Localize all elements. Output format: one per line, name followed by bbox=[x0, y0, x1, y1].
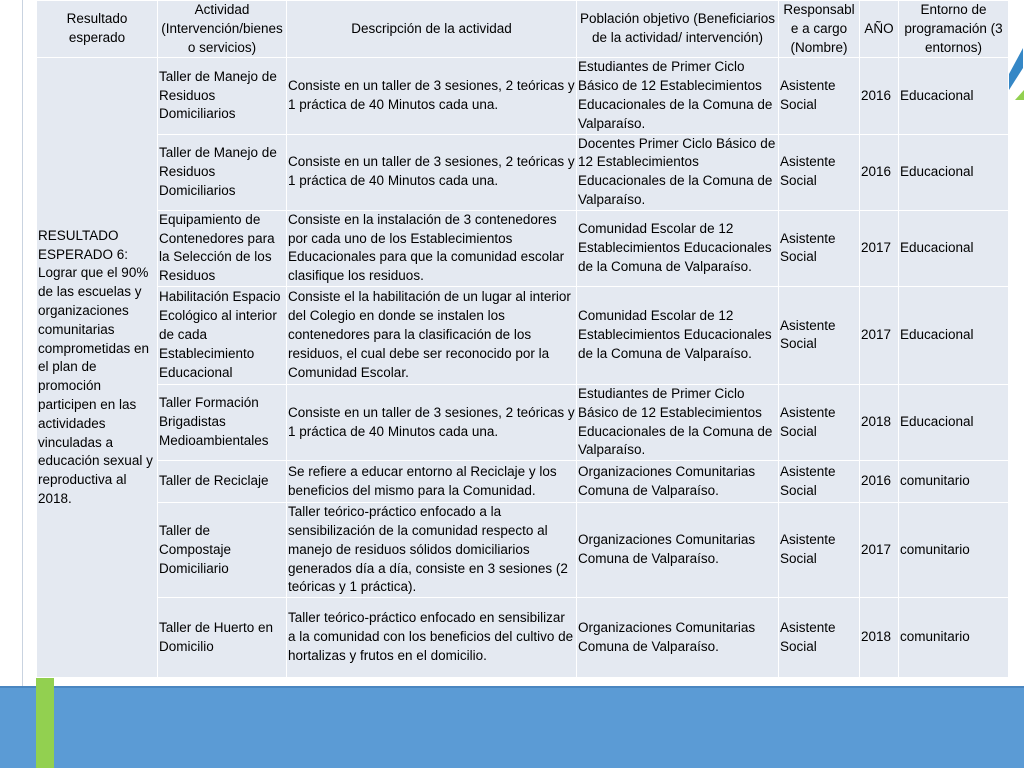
table-row bbox=[37, 134, 1009, 210]
year-cell: 2018 bbox=[860, 598, 899, 678]
responsible-cell: Asistente Social bbox=[779, 384, 860, 460]
population-cell: Estudiantes de Primer Ciclo Básico de 12 Establecimientos Educacionales de la Comuna de Valparaíso. bbox=[577, 384, 779, 460]
year-cell: 2017 bbox=[860, 286, 899, 384]
environment-cell: Educacional bbox=[899, 58, 1009, 134]
year-cell: 2018 bbox=[860, 384, 899, 460]
activity-cell: Taller de Huerto en Domicilio bbox=[158, 598, 287, 678]
green-accent-bar bbox=[36, 678, 54, 768]
environment-cell: Educacional bbox=[899, 134, 1009, 210]
table-row bbox=[37, 461, 1009, 503]
responsible-cell: Asistente Social bbox=[779, 58, 860, 134]
slide-left-rule bbox=[22, 0, 23, 768]
responsible-cell: Asistente Social bbox=[779, 210, 860, 286]
header-descripcion: Descripción de la actividad bbox=[287, 1, 577, 58]
environment-cell: Educacional bbox=[899, 286, 1009, 384]
activity-cell: Taller de Compostaje Domiciliario bbox=[158, 503, 287, 598]
year-cell: 2017 bbox=[860, 210, 899, 286]
year-cell: 2017 bbox=[860, 503, 899, 598]
footer-band bbox=[0, 686, 1024, 768]
header-entorno: Entorno de programación (3 entornos) bbox=[899, 1, 1009, 58]
header-resultado-esperado: Resultado esperado bbox=[37, 1, 158, 58]
responsible-cell: Asistente Social bbox=[779, 503, 860, 598]
year-cell: 2016 bbox=[860, 461, 899, 503]
population-cell: Comunidad Escolar de 12 Establecimientos Educacionales de la Comuna de Valparaíso. bbox=[577, 286, 779, 384]
footer-top-line bbox=[0, 686, 1024, 688]
header-actividad: Actividad (Intervención/bienes o servicios) bbox=[158, 1, 287, 58]
year-cell: 2016 bbox=[860, 134, 899, 210]
year-cell: 2016 bbox=[860, 58, 899, 134]
activity-cell: Taller de Manejo de Residuos Domiciliarios bbox=[158, 134, 287, 210]
table-row bbox=[37, 210, 1009, 286]
environment-cell: comunitario bbox=[899, 503, 1009, 598]
population-cell: Organizaciones Comunitarias Comuna de Valparaíso. bbox=[577, 598, 779, 678]
header-responsable: Responsable a cargo (Nombre) bbox=[779, 1, 860, 58]
population-cell: Comunidad Escolar de 12 Establecimientos Educacionales de la Comuna de Valparaíso. bbox=[577, 210, 779, 286]
table-header-row bbox=[37, 1, 1009, 58]
activity-cell: Taller Formación Brigadistas Medioambientales bbox=[158, 384, 287, 460]
table-row bbox=[37, 58, 1009, 134]
activity-cell: Taller de Manejo de Residuos Domiciliarios bbox=[158, 58, 287, 134]
activity-cell: Habilitación Espacio Ecológico al interior de cada Establecimiento Educacional bbox=[158, 286, 287, 384]
description-cell: Taller teórico-práctico enfocado a la sensibilización de la comunidad respecto al manejo de residuos sólidos domiciliarios generados día a día, consiste en 3 sesiones (2 teóricas y 1 práctica). bbox=[287, 503, 577, 598]
table-row bbox=[37, 598, 1009, 678]
table-row bbox=[37, 503, 1009, 598]
population-cell: Docentes Primer Ciclo Básico de 12 Establecimientos Educacionales de la Comuna de Valparaíso. bbox=[577, 134, 779, 210]
activity-cell: Equipamiento de Contenedores para la Selección de los Residuos bbox=[158, 210, 287, 286]
environment-cell: Educacional bbox=[899, 210, 1009, 286]
description-cell: Consiste en un taller de 3 sesiones, 2 teóricas y 1 práctica de 40 Minutos cada una. bbox=[287, 384, 577, 460]
activity-plan-table bbox=[36, 0, 1009, 678]
description-cell: Consiste en la instalación de 3 contenedores por cada uno de los Establecimientos Educacionales para que la comunidad escolar clasifique los residuos. bbox=[287, 210, 577, 286]
description-cell: Consiste el la habilitación de un lugar al interior del Colegio en donde se instalen los contenedores para la clasificación de los residuos, el cual debe ser reconocido por la Comunidad Escolar. bbox=[287, 286, 577, 384]
description-cell: Consiste en un taller de 3 sesiones, 2 teóricas y 1 práctica de 40 Minutos cada una. bbox=[287, 134, 577, 210]
population-cell: Estudiantes de Primer Ciclo Básico de 12 Establecimientos Educacionales de la Comuna de Valparaíso. bbox=[577, 58, 779, 134]
population-cell: Organizaciones Comunitarias Comuna de Valparaíso. bbox=[577, 461, 779, 503]
responsible-cell: Asistente Social bbox=[779, 286, 860, 384]
table-row bbox=[37, 286, 1009, 384]
environment-cell: comunitario bbox=[899, 598, 1009, 678]
description-cell: Consiste en un taller de 3 sesiones, 2 teóricas y 1 práctica de 40 Minutos cada una. bbox=[287, 58, 577, 134]
responsible-cell: Asistente Social bbox=[779, 598, 860, 678]
expected-result-cell: RESULTADO ESPERADO 6: Lograr que el 90% de las escuelas y organizaciones comunitarias comprometidas en el plan de promoción participen en las actividades vinculadas a educación sexual y reproductiva al 2018. bbox=[37, 58, 158, 678]
responsible-cell: Asistente Social bbox=[779, 461, 860, 503]
header-poblacion-objetivo: Población objetivo (Beneficiarios de la actividad/ intervención) bbox=[577, 1, 779, 58]
environment-cell: Educacional bbox=[899, 384, 1009, 460]
table-row bbox=[37, 384, 1009, 460]
population-cell: Organizaciones Comunitarias Comuna de Valparaíso. bbox=[577, 503, 779, 598]
activity-cell: Taller de Reciclaje bbox=[158, 461, 287, 503]
description-cell: Se refiere a educar entorno al Reciclaje y los beneficios del mismo para la Comunidad. bbox=[287, 461, 577, 503]
responsible-cell: Asistente Social bbox=[779, 134, 860, 210]
description-cell: Taller teórico-práctico enfocado en sensibilizar a la comunidad con los beneficios del cultivo de hortalizas y frutos en el domicilio. bbox=[287, 598, 577, 678]
header-anio: AÑO bbox=[860, 1, 899, 58]
environment-cell: comunitario bbox=[899, 461, 1009, 503]
